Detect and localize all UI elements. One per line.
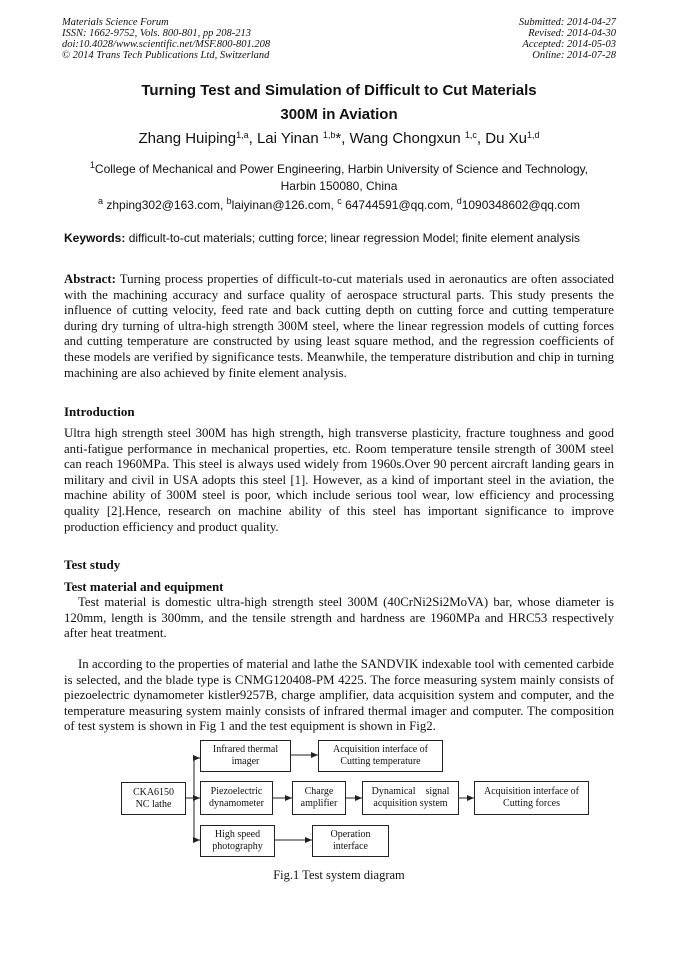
- acquisition-temperature-box: [318, 740, 443, 772]
- box-label: Acquisition interface of: [484, 786, 579, 797]
- revised-date: Revised: 2014-04-30: [528, 28, 616, 39]
- email-sup: b: [226, 196, 232, 206]
- abstract-text: Turning process properties of difficult-to-cut materials used in aeronautics are often associated with the machining accuracy and surface quality of aerospace structural parts. This study presents the influence of cutting velocity, feed rate and back cutting depth on cutting force and cutting temperature during dry turning of ultra-high strength 300M steel, where the linear regression models of cutting forces and cutting temperature are constructed by using least square method, and the regression coefficients of these models are verified by significance tests. Meanwhile, the temperature distribution and chip in turning machining are also achieved by finite element analysis.: [64, 272, 615, 380]
- doi: doi:10.4028/www.scientific.net/MSF.800-801.208: [62, 39, 271, 50]
- paper-title-line2: 300M in Aviation: [280, 106, 398, 123]
- author-sup: 1,d: [526, 130, 540, 140]
- email-a: zhping302@163.com,: [106, 198, 224, 212]
- keywords-label: Keywords:: [64, 231, 126, 245]
- email-sup: a: [98, 196, 104, 206]
- author-name: Du Xu: [485, 130, 527, 147]
- box-label: CKA6150: [132, 786, 175, 798]
- box-label: Piezoelectric: [210, 786, 263, 797]
- email-c: 64744591@qq.com,: [345, 198, 454, 212]
- author-name: Lai Yinan: [256, 130, 323, 147]
- submitted-date: Submitted: 2014-04-27: [518, 17, 616, 28]
- copyright: © 2014 Trans Tech Publications Ltd, Switzerland: [62, 50, 270, 61]
- box-label: Operation: [330, 829, 371, 840]
- box-label: imager: [231, 756, 260, 767]
- box-label: Cutting temperature: [340, 756, 421, 767]
- email-sup: c: [337, 196, 342, 206]
- piezoelectric-dynamometer-box: [200, 781, 273, 815]
- box-label: acquisition system: [373, 798, 448, 809]
- test-material-para: Test material is domestic ultra-high strength steel 300M (40CrNi2Si2MoVA) bar, whose diameter is 120mm, length is 300mm, and the tensile strength and hardness are 1960MPa and HRC53 respectively after heat treatment.: [64, 595, 614, 641]
- charge-amplifier-box: [292, 781, 346, 815]
- issn: ISSN: 1662-9752, Vols. 800-801, pp 208-213: [62, 28, 251, 39]
- box-label: Cutting forces: [503, 798, 560, 809]
- abstract-label: Abstract:: [64, 272, 116, 286]
- operation-interface-box: [312, 825, 389, 857]
- box-label: High speed: [214, 829, 261, 840]
- author-sup: 1,c: [464, 130, 477, 140]
- author-list: Zhang Huiping$^{1,a}$, Lai Yinan $^{1,b}$*, Wang Chongxun $^{1,c}$, Du Xu$^{1,d}$: [138, 130, 540, 147]
- box-label: interface: [333, 841, 368, 852]
- lathe-box: [121, 782, 186, 815]
- test-material-subheading: Test material and equipment: [64, 579, 224, 594]
- thermal-imager-box: [200, 740, 291, 772]
- box-label: photography: [212, 841, 263, 852]
- box-label: NC lathe: [135, 798, 172, 810]
- email-b: laiyinan@126.com,: [231, 198, 334, 212]
- accepted-date: Accepted: 2014-05-03: [522, 39, 616, 50]
- paper-title-line1: Turning Test and Simulation of Difficult to Cut Materials: [141, 82, 537, 99]
- affiliation-sup: 1: [89, 160, 95, 170]
- introduction-text: Ultra high strength steel 300M has high strength, high transverse plasticity, fracture toughness and good anti-fatigue performance in mechanical properties, etc. Room temperature tensile strength of 300M steel can reach 1960MPa. This steel is always used widely from 1960s.Over 90 percent aircraft landing gears in military and civil in USA adopts this steel [1]. However, as a kind of important steel in the aviation, the machine ability of 300M steel is poor, which include serious tool wear, low efficiency and processing quality [2].Hence, research on machine ability of this steel has important significance to improve production efficiency and product quality.: [64, 426, 614, 534]
- corresponding-mark: *: [335, 130, 342, 147]
- box-label: Dynamical signal: [371, 786, 450, 797]
- box-label: amplifier: [300, 798, 338, 809]
- acquisition-forces-box: [474, 781, 589, 815]
- test-study-heading: Test study: [64, 557, 121, 572]
- box-label: Charge: [304, 786, 334, 797]
- figure-caption: Fig.1 Test system diagram: [273, 868, 405, 882]
- box-label: Acquisition interface of: [333, 744, 428, 755]
- author-sup: 1,a: [236, 130, 249, 140]
- email-d: 1090348602@qq.com: [461, 198, 580, 212]
- author-name: Wang Chongxun: [349, 130, 465, 147]
- test-equipment-para: In according to the properties of material and lathe the SANDVIK indexable tool with cemented carbide is selected, and the blade type is CNMG120408-PM 4225. The force measuring system mainly consists of piezoelectric dynamometer kistler9257B, charge amplifier, data acquisition system and computer, and the temperature measuring system mainly consists of infrared thermal imager and computer. The composition of test system is shown in Fig 1 and the test equipment is shown in Fig2.: [64, 657, 614, 734]
- author-name: Zhang Huiping: [138, 130, 237, 147]
- dynamical-signal-box: [362, 781, 459, 815]
- journal-name: Materials Science Forum: [62, 17, 169, 28]
- introduction-heading: Introduction: [64, 404, 135, 419]
- affiliation-text: College of Mechanical and Power Engineering, Harbin University of Science and Technology, Harbin 150080, China: [94, 162, 589, 193]
- box-label: Infrared thermal: [212, 744, 279, 755]
- keywords-text: difficult-to-cut materials; cutting force; linear regression Model; finite element analysis: [128, 231, 581, 245]
- author-sup: 1,b: [322, 130, 336, 140]
- box-label: dynamometer: [209, 798, 264, 809]
- online-date: Online: 2014-07-28: [532, 50, 616, 61]
- high-speed-photography-box: [200, 825, 275, 857]
- email-sup: d: [456, 196, 462, 206]
